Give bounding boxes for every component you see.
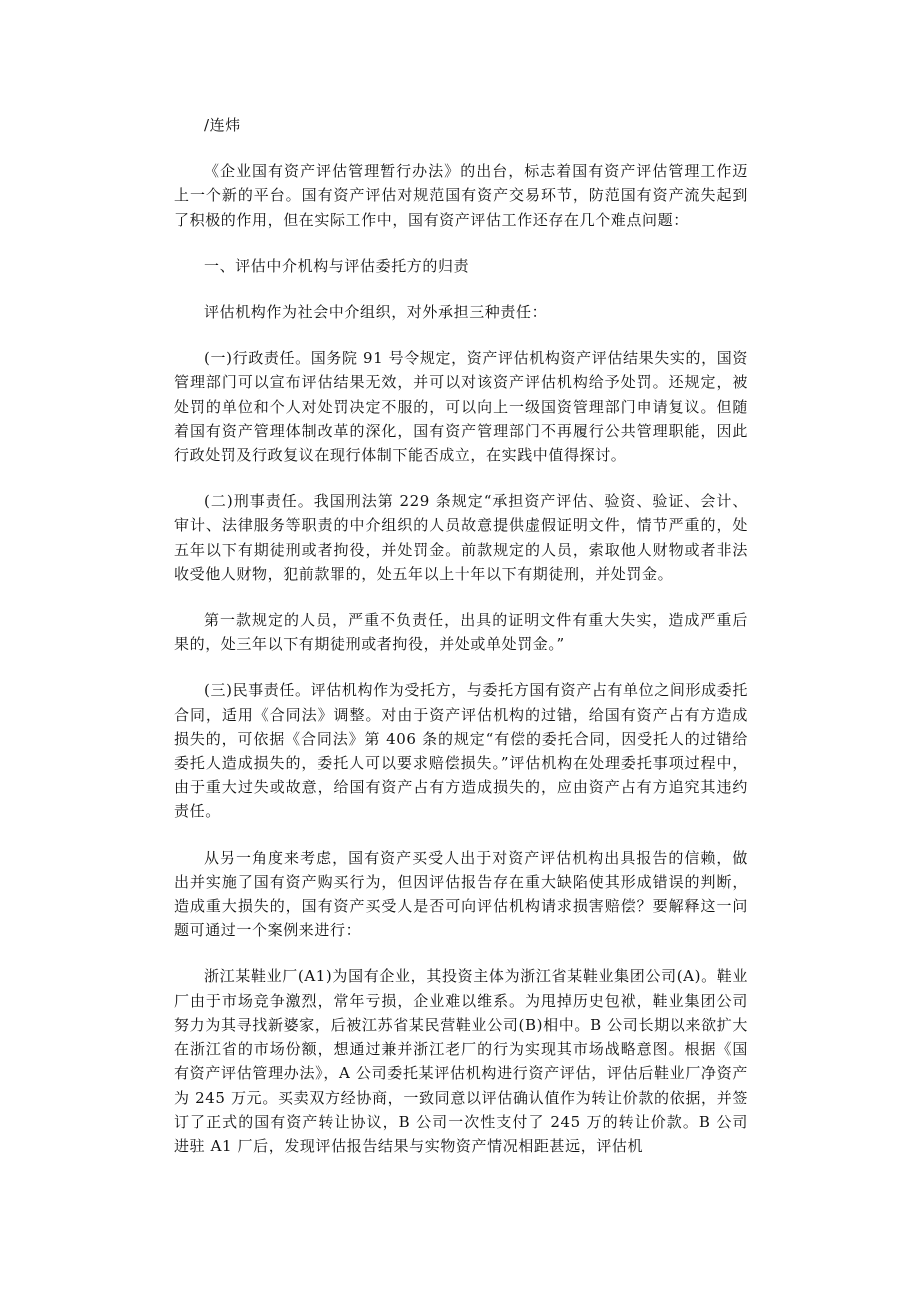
- intro-paragraph: 《企业国有资产评估管理暂行办法》的出台，标志着国有资产评估管理工作迈上一个新的平台。国有资产评估对规范国有资产交易环节，防范国有资产流失起到了积极的作用，但在实际工作中，国有资产评估工作还存在几个难点问题：: [174, 162, 748, 229]
- civil-liability-paragraph: (三)民事责任。评估机构作为受托方，与委托方国有资产占有单位之间形成委托合同，适用《合同法》调整。对由于资产评估机构的过错，给国有资产占有方造成损失的，可依据《合同法》第 406 条的规定“有偿的委托合同，因受托人的过错给委托人造成损失的，委托人可以要求赔偿损失。”评估机构在处理委托事项过程中，由于重大过失或故意，给国有资产占有方造成损失的，应由资产占有方追究其违约责任。: [174, 681, 748, 821]
- criminal-liability-continued: 第一款规定的人员，严重不负责任，出具的证明文件有重大失实，造成严重后果的，处三年以下有期徒刑或者拘役，并处或单处罚金。”: [174, 611, 748, 654]
- section-heading: 一、评估中介机构与评估委托方的归责: [204, 256, 470, 275]
- criminal-liability-paragraph: (二)刑事责任。我国刑法第 229 条规定“承担资产评估、验资、验证、会计、审计、法律服务等职责的中介组织的人员故意提供虚假证明文件，情节严重的，处五年以下有期徒刑或者拘役，并处罚金。前款规定的人员，索取他人财物或者非法收受他人财物，犯前款罪的，处五年以上十年以下有期徒刑，并处罚金。: [174, 492, 748, 583]
- administrative-liability-paragraph: (一)行政责任。国务院 91 号令规定，资产评估机构资产评估结果失实的，国资管理部门可以宣布评估结果无效，并可以对该资产评估机构给予处罚。还规定，被处罚的单位和个人对处罚决定不服的，可以向上一级国资管理部门申请复议。但随着国有资产管理体制改革的深化，国有资产管理部门不再履行公共管理职能，因此行政处罚及行政复议在现行体制下能否成立，在实践中值得探讨。: [174, 349, 748, 465]
- alternative-perspective-paragraph: 从另一角度来考虑，国有资产买受人出于对资产评估机构出具报告的信赖，做出并实施了国有资产购买行为，但因评估报告存在重大缺陷使其形成错误的判断，造成重大损失的，国有资产买受人是否可向评估机构请求损害赔偿？要解释这一问题可通过一个案例来进行：: [174, 848, 748, 940]
- article-body: [174, 113, 748, 1158]
- case-study-paragraph: 浙江某鞋业厂(A1)为国有企业，其投资主体为浙江省某鞋业集团公司(A)。鞋业厂由于市场竞争激烈，常年亏损，企业难以维系。为甩掉历史包袱，鞋业集团公司努力为其寻找新婆家，后被江苏省某民营鞋业公司(B)相中。B 公司长期以来欲扩大在浙江省的市场份额，想通过兼并浙江老厂的行为实现其市场战略意图。根据《国有资产评估管理办法》，A 公司委托某评估机构进行资产评估，评估后鞋业厂净资产为 245 万元。买卖双方经协商，一致同意以评估确认值作为转让价款的依据，并签订了正式的国有资产转让协议，B 公司一次性支付了 245 万的转让价款。B 公司进驻 A1 厂后，发现评估报告结果与实物资产情况相距甚远，评估机: [174, 967, 748, 1155]
- responsibility-intro: 评估机构作为社会中介组织，对外承担三种责任：: [204, 303, 548, 322]
- author-byline: /连炜: [204, 116, 241, 134]
